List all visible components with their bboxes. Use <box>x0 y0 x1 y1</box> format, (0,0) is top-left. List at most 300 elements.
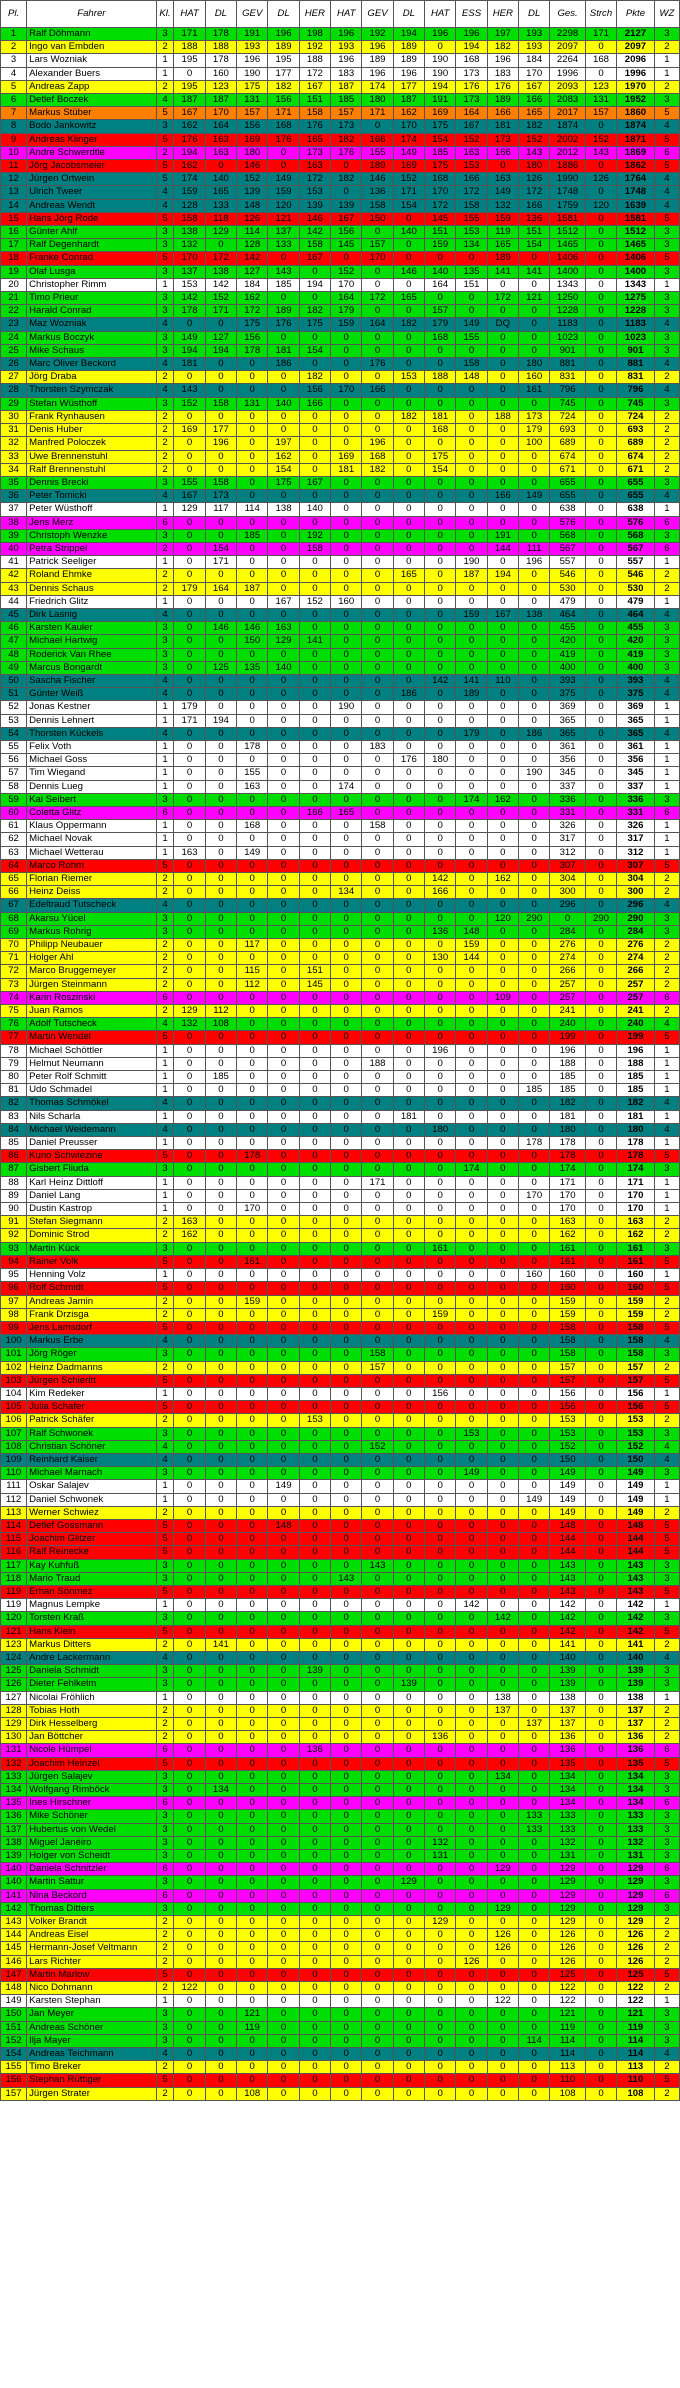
table-row <box>1 437 680 450</box>
table-cell: 0 <box>205 1374 236 1387</box>
table-cell: 0 <box>205 952 236 965</box>
table-cell: 0 <box>456 1084 487 1097</box>
table-cell: 0 <box>519 899 550 912</box>
table-cell: 0 <box>362 1995 393 2008</box>
table-cell: 0 <box>585 1836 616 1849</box>
table-cell: 0 <box>425 2087 456 2100</box>
table-cell: 0 <box>585 463 616 476</box>
table-cell: 80 <box>1 1071 27 1084</box>
table-cell: 140 <box>1 1863 27 1876</box>
table-cell: 240 <box>550 1018 586 1031</box>
table-cell: 0 <box>585 1797 616 1810</box>
points-cell: 420 <box>617 635 655 648</box>
table-cell: 0 <box>425 1678 456 1691</box>
table-cell: 125 <box>205 661 236 674</box>
table-cell: 146 <box>237 622 268 635</box>
table-cell: 0 <box>268 2087 299 2100</box>
table-cell: 0 <box>487 556 518 569</box>
driver-name-cell: Jürgen Schieritt <box>27 1374 157 1387</box>
table-cell: 2 <box>654 1982 679 1995</box>
table-cell: 0 <box>174 516 205 529</box>
driver-name-cell: Marc Oliver Beckord <box>27 358 157 371</box>
table-cell: 0 <box>585 1018 616 1031</box>
table-cell: 0 <box>331 952 362 965</box>
table-cell: 0 <box>237 410 268 423</box>
table-cell: 173 <box>205 490 236 503</box>
table-cell: 0 <box>456 2021 487 2034</box>
table-cell: 188 <box>362 1057 393 1070</box>
table-row <box>1 701 680 714</box>
table-cell: 0 <box>268 1005 299 1018</box>
table-cell: 0 <box>393 1401 424 1414</box>
table-cell: 0 <box>268 1850 299 1863</box>
table-cell: 0 <box>299 833 330 846</box>
table-cell: 0 <box>237 1269 268 1282</box>
table-cell: 5 <box>156 1321 174 1334</box>
table-cell: 3 <box>654 1836 679 1849</box>
table-cell: 4 <box>156 1651 174 1664</box>
table-cell: 114 <box>519 2034 550 2047</box>
table-cell: 137 <box>519 1718 550 1731</box>
table-cell: 117 <box>237 939 268 952</box>
table-cell: 257 <box>550 991 586 1004</box>
table-cell: 3 <box>156 661 174 674</box>
table-cell: 3 <box>654 94 679 107</box>
table-cell: 5 <box>654 2074 679 2087</box>
table-cell: 0 <box>268 1189 299 1202</box>
table-cell: 149 <box>1 1995 27 2008</box>
table-cell: 3 <box>654 793 679 806</box>
table-cell: 0 <box>487 2087 518 2100</box>
table-cell: 0 <box>362 1255 393 1268</box>
table-cell: 0 <box>585 1572 616 1585</box>
table-cell: 0 <box>456 1242 487 1255</box>
table-cell: 0 <box>205 2061 236 2074</box>
table-row <box>1 344 680 357</box>
table-cell: 0 <box>393 239 424 252</box>
table-cell: 0 <box>237 437 268 450</box>
table-cell: 0 <box>331 556 362 569</box>
table-cell: 0 <box>487 1678 518 1691</box>
table-cell: 152 <box>205 292 236 305</box>
table-cell: 148 <box>456 925 487 938</box>
table-row <box>1 582 680 595</box>
points-cell: 143 <box>617 1572 655 1585</box>
table-cell: 0 <box>299 1836 330 1849</box>
table-cell: 155 <box>237 767 268 780</box>
table-cell: 182 <box>393 318 424 331</box>
table-cell: 129 <box>393 1876 424 1889</box>
table-cell: 0 <box>299 1453 330 1466</box>
table-cell: 175 <box>237 318 268 331</box>
table-cell: 0 <box>331 635 362 648</box>
table-cell: 0 <box>331 1348 362 1361</box>
table-cell: 0 <box>299 939 330 952</box>
table-cell: 126 <box>585 173 616 186</box>
table-cell: 0 <box>205 1467 236 1480</box>
table-row <box>1 1968 680 1981</box>
table-cell: 0 <box>456 292 487 305</box>
table-cell: 0 <box>331 490 362 503</box>
table-cell: 0 <box>393 1770 424 1783</box>
table-cell: 3 <box>654 1348 679 1361</box>
table-cell: 5 <box>156 1968 174 1981</box>
table-cell: 0 <box>237 714 268 727</box>
table-cell: 0 <box>456 912 487 925</box>
points-cell: 530 <box>617 582 655 595</box>
table-cell: 0 <box>362 1718 393 1731</box>
table-cell: 193 <box>519 41 550 54</box>
table-cell: 171 <box>268 107 299 120</box>
table-cell: 0 <box>519 1057 550 1070</box>
table-cell: 0 <box>237 1902 268 1915</box>
driver-name-cell: Frank Rynhausen <box>27 410 157 423</box>
table-cell: 0 <box>331 1123 362 1136</box>
table-cell: 23 <box>1 318 27 331</box>
table-cell: 141 <box>456 674 487 687</box>
table-cell: 0 <box>362 1269 393 1282</box>
table-cell: 124 <box>1 1651 27 1664</box>
driver-name-cell: Jan Böttcher <box>27 1731 157 1744</box>
table-cell: 0 <box>237 1453 268 1466</box>
table-cell: 167 <box>299 252 330 265</box>
table-cell: 5 <box>1 80 27 93</box>
table-cell: 174 <box>456 1163 487 1176</box>
column-header: Kl. <box>156 1 174 28</box>
table-cell: 0 <box>174 1453 205 1466</box>
table-cell: 0 <box>299 1797 330 1810</box>
table-cell: 153 <box>299 186 330 199</box>
table-cell: 0 <box>268 859 299 872</box>
table-cell: 170 <box>393 120 424 133</box>
table-cell: 0 <box>585 41 616 54</box>
table-cell: 2 <box>654 939 679 952</box>
table-row <box>1 265 680 278</box>
table-cell: 0 <box>585 1955 616 1968</box>
table-cell: 0 <box>331 820 362 833</box>
table-cell: 0 <box>487 1044 518 1057</box>
table-row <box>1 661 680 674</box>
table-row <box>1 1638 680 1651</box>
table-cell: 110 <box>550 2074 586 2087</box>
table-cell: 144 <box>1 1929 27 1942</box>
table-cell: 0 <box>487 1163 518 1176</box>
driver-name-cell: Hermann-Josef Veltmann <box>27 1942 157 1955</box>
table-cell: 0 <box>268 991 299 1004</box>
table-cell: 153 <box>299 1414 330 1427</box>
results-body <box>1 28 680 2101</box>
table-cell: 0 <box>299 1704 330 1717</box>
table-cell: 0 <box>585 1929 616 1942</box>
table-cell: 0 <box>331 939 362 952</box>
table-cell: 0 <box>425 1229 456 1242</box>
table-row <box>1 569 680 582</box>
table-cell: 0 <box>425 1797 456 1810</box>
table-cell: 181 <box>425 410 456 423</box>
table-cell: 143 <box>268 265 299 278</box>
table-row <box>1 1150 680 1163</box>
table-cell: 0 <box>331 1374 362 1387</box>
table-row <box>1 1242 680 1255</box>
table-cell: 0 <box>362 542 393 555</box>
table-cell: 156 <box>550 1401 586 1414</box>
table-cell: 2083 <box>550 94 586 107</box>
table-cell: 0 <box>362 1691 393 1704</box>
table-cell: 140 <box>425 265 456 278</box>
table-cell: 0 <box>585 410 616 423</box>
table-cell: 0 <box>456 1229 487 1242</box>
table-cell: 0 <box>425 1361 456 1374</box>
table-cell: 0 <box>174 1255 205 1268</box>
table-cell: 3 <box>654 925 679 938</box>
table-row <box>1 912 680 925</box>
table-row <box>1 1506 680 1519</box>
table-cell: 180 <box>519 358 550 371</box>
table-cell: 0 <box>205 569 236 582</box>
table-cell: 128 <box>1 1704 27 1717</box>
table-cell: 0 <box>393 1585 424 1598</box>
table-row <box>1 1572 680 1585</box>
table-cell: 108 <box>550 2087 586 2100</box>
table-cell: 0 <box>456 1929 487 1942</box>
table-cell: 257 <box>550 978 586 991</box>
table-cell: 3 <box>156 120 174 133</box>
table-cell: 176 <box>362 358 393 371</box>
points-cell: 160 <box>617 1282 655 1295</box>
table-cell: 0 <box>585 1916 616 1929</box>
column-header: DL <box>268 1 299 28</box>
table-cell: 129 <box>550 1902 586 1915</box>
table-cell: 0 <box>519 529 550 542</box>
table-row <box>1 516 680 529</box>
table-cell: 0 <box>456 1744 487 1757</box>
table-cell: 0 <box>425 1718 456 1731</box>
table-cell: 0 <box>519 318 550 331</box>
table-cell: 123 <box>1 1638 27 1651</box>
table-cell: 1023 <box>550 331 586 344</box>
table-cell: 0 <box>487 1480 518 1493</box>
table-cell: 0 <box>362 806 393 819</box>
table-cell: 136 <box>299 1744 330 1757</box>
table-cell: 1 <box>654 1137 679 1150</box>
table-cell: 0 <box>268 1031 299 1044</box>
table-cell: 0 <box>425 1282 456 1295</box>
table-cell: 150 <box>1 2008 27 2021</box>
table-cell: 119 <box>487 226 518 239</box>
table-cell: 0 <box>205 727 236 740</box>
table-cell: 144 <box>550 1533 586 1546</box>
table-cell: 174 <box>331 780 362 793</box>
table-cell: 0 <box>393 542 424 555</box>
table-cell: 120 <box>585 199 616 212</box>
table-cell: 2 <box>156 463 174 476</box>
table-cell: 0 <box>425 1414 456 1427</box>
column-header: Pkte <box>617 1 655 28</box>
table-cell: 0 <box>299 727 330 740</box>
table-cell: 0 <box>393 344 424 357</box>
table-cell: 0 <box>456 767 487 780</box>
table-cell: 0 <box>585 674 616 687</box>
table-cell: 0 <box>362 1308 393 1321</box>
points-cell: 1400 <box>617 265 655 278</box>
table-row <box>1 371 680 384</box>
table-cell: 3 <box>1 54 27 67</box>
table-cell: 176 <box>487 80 518 93</box>
table-cell: 38 <box>1 516 27 529</box>
table-cell: 0 <box>331 1321 362 1334</box>
table-cell: 0 <box>519 1335 550 1348</box>
table-cell: 5 <box>654 1321 679 1334</box>
table-cell: 3 <box>156 793 174 806</box>
driver-name-cell: Stefan Siegmann <box>27 1216 157 1229</box>
table-cell: 0 <box>425 516 456 529</box>
table-cell: 0 <box>362 2034 393 2047</box>
table-cell: 276 <box>550 939 586 952</box>
table-cell: 689 <box>550 437 586 450</box>
driver-name-cell: Mike Schaus <box>27 344 157 357</box>
table-cell: 0 <box>585 1467 616 1480</box>
driver-name-cell: Ralf Degenhardt <box>27 239 157 252</box>
table-cell: 0 <box>519 1308 550 1321</box>
table-cell: 0 <box>456 490 487 503</box>
table-cell: 0 <box>487 806 518 819</box>
table-cell: 0 <box>585 1110 616 1123</box>
table-cell: 0 <box>456 1942 487 1955</box>
table-cell: 0 <box>393 1335 424 1348</box>
table-cell: 0 <box>585 1387 616 1400</box>
table-cell: 1 <box>156 556 174 569</box>
table-cell: 0 <box>425 1968 456 1981</box>
table-cell: 3 <box>156 1678 174 1691</box>
points-cell: 1764 <box>617 173 655 186</box>
table-cell: 0 <box>331 186 362 199</box>
table-cell: 0 <box>205 1414 236 1427</box>
table-cell: 0 <box>174 1321 205 1334</box>
table-cell: 0 <box>362 978 393 991</box>
table-row <box>1 1665 680 1678</box>
table-cell: 0 <box>487 463 518 476</box>
table-cell: 0 <box>331 899 362 912</box>
points-cell: 356 <box>617 754 655 767</box>
table-cell: 0 <box>585 1770 616 1783</box>
table-cell: 162 <box>174 160 205 173</box>
table-cell: 181 <box>550 1110 586 1123</box>
table-cell: 0 <box>174 1440 205 1453</box>
table-cell: 0 <box>299 1361 330 1374</box>
table-cell: 50 <box>1 674 27 687</box>
table-cell: 0 <box>393 556 424 569</box>
table-cell: 0 <box>487 1203 518 1216</box>
table-cell: 190 <box>425 54 456 67</box>
table-cell: 0 <box>585 1902 616 1915</box>
table-cell: 0 <box>268 754 299 767</box>
table-cell: 0 <box>425 622 456 635</box>
table-cell: 0 <box>331 1810 362 1823</box>
driver-name-cell: Joachim Heinzel <box>27 1757 157 1770</box>
table-cell: 0 <box>425 1704 456 1717</box>
table-cell: 136 <box>550 1744 586 1757</box>
table-cell: 1 <box>156 1387 174 1400</box>
table-row <box>1 160 680 173</box>
table-cell: 0 <box>456 1533 487 1546</box>
points-cell: 110 <box>617 2074 655 2087</box>
table-cell: 0 <box>456 1797 487 1810</box>
table-cell: 0 <box>393 1546 424 1559</box>
table-cell: 2 <box>156 978 174 991</box>
table-cell: 0 <box>425 1269 456 1282</box>
table-cell: 0 <box>237 886 268 899</box>
table-cell: 157 <box>1 2087 27 2100</box>
table-cell: 0 <box>456 1585 487 1598</box>
table-cell: 0 <box>268 1929 299 1942</box>
table-cell: 0 <box>393 1572 424 1585</box>
table-cell: 0 <box>299 793 330 806</box>
table-cell: 46 <box>1 622 27 635</box>
table-cell: 290 <box>519 912 550 925</box>
table-cell: 0 <box>362 1665 393 1678</box>
table-cell: 0 <box>237 1414 268 1427</box>
points-cell: 137 <box>617 1704 655 1717</box>
table-cell: 0 <box>299 1189 330 1202</box>
table-cell: 171 <box>362 107 393 120</box>
table-cell: 159 <box>425 239 456 252</box>
column-header: HAT <box>425 1 456 28</box>
table-cell: 0 <box>456 1995 487 2008</box>
table-cell: 0 <box>299 292 330 305</box>
table-cell: 0 <box>362 1414 393 1427</box>
table-cell: 0 <box>268 1559 299 1572</box>
table-cell: 4 <box>1 67 27 80</box>
table-cell: 0 <box>362 1506 393 1519</box>
table-cell: 0 <box>331 344 362 357</box>
table-cell: 0 <box>205 2074 236 2087</box>
table-cell: 0 <box>425 833 456 846</box>
table-cell: 175 <box>299 318 330 331</box>
table-row <box>1 450 680 463</box>
table-cell: 3 <box>654 1612 679 1625</box>
table-row <box>1 252 680 265</box>
table-cell: 0 <box>585 1163 616 1176</box>
table-cell: 129 <box>174 1005 205 1018</box>
table-cell: 0 <box>174 1506 205 1519</box>
table-cell: 0 <box>585 1691 616 1704</box>
table-cell: 3 <box>156 226 174 239</box>
table-cell: 0 <box>456 1295 487 1308</box>
table-cell: 2 <box>654 873 679 886</box>
table-row <box>1 67 680 80</box>
table-cell: 133 <box>519 1823 550 1836</box>
table-cell: 0 <box>205 1889 236 1902</box>
driver-name-cell: Maz Wozniak <box>27 318 157 331</box>
table-cell: 0 <box>237 1480 268 1493</box>
table-cell: 194 <box>456 41 487 54</box>
table-cell: 0 <box>299 1757 330 1770</box>
table-cell: 0 <box>331 1255 362 1268</box>
table-cell: 0 <box>237 1638 268 1651</box>
table-cell: 0 <box>205 820 236 833</box>
table-cell: 176 <box>268 318 299 331</box>
table-cell: 576 <box>550 516 586 529</box>
table-cell: 0 <box>174 1057 205 1070</box>
table-cell: 0 <box>237 516 268 529</box>
table-cell: 158 <box>362 820 393 833</box>
table-row <box>1 292 680 305</box>
table-cell: 0 <box>585 305 616 318</box>
table-cell: 182 <box>362 463 393 476</box>
table-cell: 120 <box>487 912 518 925</box>
table-row <box>1 1018 680 1031</box>
table-cell: 5 <box>654 859 679 872</box>
